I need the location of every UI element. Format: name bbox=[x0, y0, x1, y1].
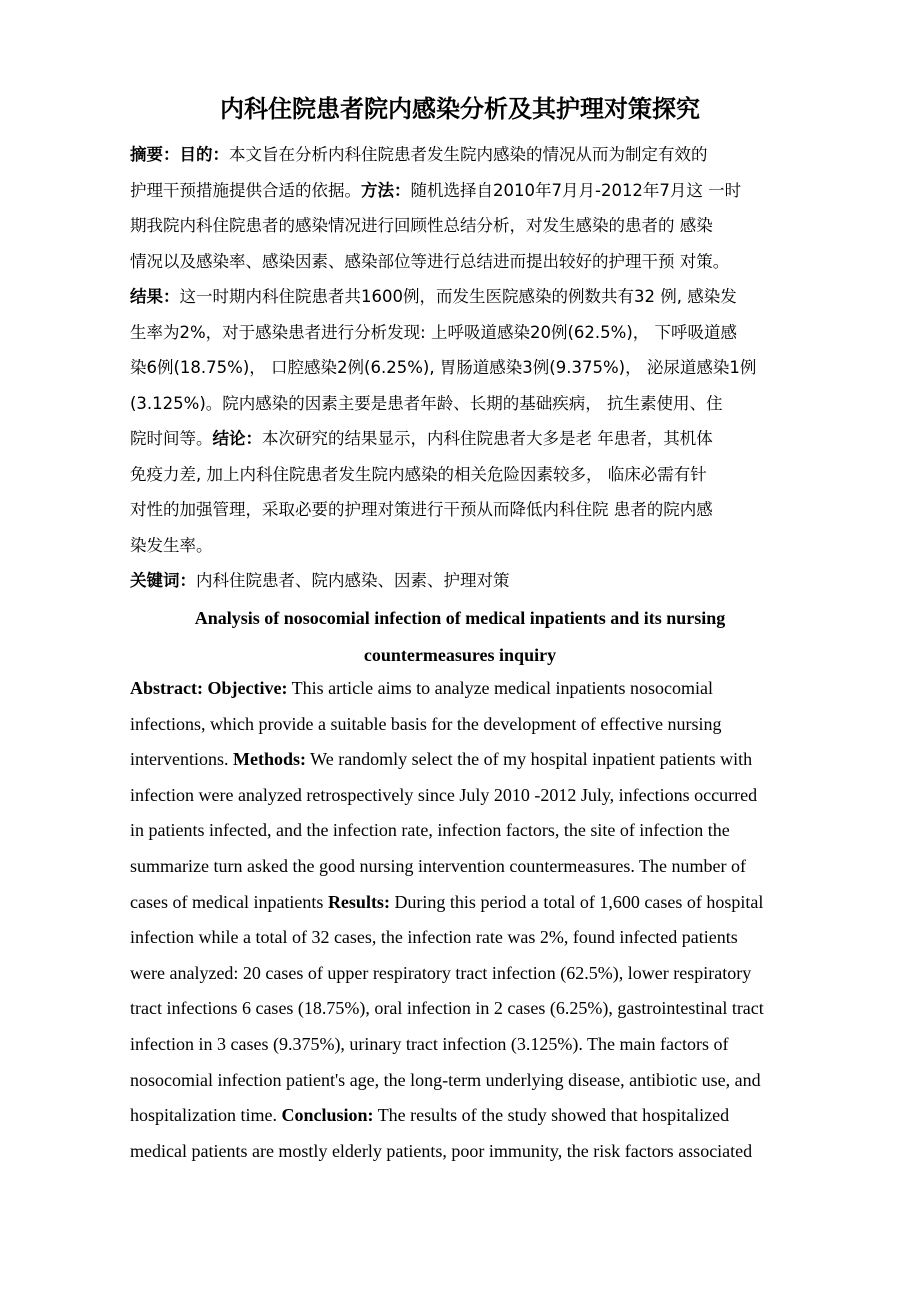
cn-abstract-line: 免疫力差, 加上内科住院患者发生院内感染的相关危险因素较多， 临床必需有针 bbox=[130, 464, 707, 484]
en-abstract-line: infection were analyzed retrospectively since July 2010 -2012 July, infections occurred bbox=[130, 784, 758, 805]
cn-abstract-line: 情况以及感染率、感染因素、感染部位等进行总结进而提出较好的护理干预 对策。 bbox=[130, 251, 730, 271]
en-methods-label: Methods: bbox=[232, 749, 306, 770]
en-abstract-line: tract infections 6 cases (18.75%), oral infection in 2 cases (6.25%), gastrointestinal tract bbox=[130, 998, 764, 1019]
cn-abstract-line: 染6例(18.75%)， 口腔感染2例(6.25%), 胃肠道感染3例(9.375%)， 泌尿道感染1例 bbox=[130, 358, 757, 377]
cn-abstract-line: (3.125%)。院内感染的因素主要是患者年龄、长期的基础疾病， 抗生素使用、住 bbox=[130, 393, 723, 413]
cn-keywords-label: 关键词： bbox=[130, 571, 196, 590]
cn-abstract-objective-label: 摘要：目的： bbox=[130, 145, 229, 164]
cn-abstract-line: 护理干预措施提供合适的依据。方法：随机选择自2010年7月月-2012年7月这 一时 bbox=[130, 180, 742, 200]
en-abstract-line: nosocomial infection patient's age, the long-term underlying disease, antibiotic use, and bbox=[130, 1069, 761, 1090]
cn-abstract-line: 结果：这一时期内科住院患者共1600例，而发生医院感染的例数共有32 例, 感染发 bbox=[130, 287, 737, 306]
cn-abstract-line: 对性的加强管理，采取必要的护理对策进行干预从而降低内科住院 患者的院内感 bbox=[130, 500, 713, 519]
cn-abstract-line: 染发生率。 bbox=[130, 535, 213, 555]
cn-results-label: 结果： bbox=[130, 287, 180, 306]
en-abstract-line: medical patients are mostly elderly patients, poor immunity, the risk factors associated bbox=[130, 1140, 753, 1161]
en-abstract-line: infection in 3 cases (9.375%), urinary tract infection (3.125%). The main factors of bbox=[130, 1034, 729, 1054]
en-abstract-line: infections, which provide a suitable basis for the development of effective nursing bbox=[130, 713, 722, 734]
en-abstract-line: in patients infected, and the infection rate, infection factors, the site of infection the bbox=[130, 820, 730, 841]
cn-keywords bbox=[130, 563, 510, 599]
en-abstract-line: hospitalization time. Conclusion: The results of the study showed that hospitalized bbox=[130, 1105, 730, 1126]
cn-conclusion-label: 结论： bbox=[212, 429, 262, 448]
cn-abstract-line: 生率为2%，对于感染患者进行分析发现: 上呼吸道感染20例(62.5%)， 下呼吸道感 bbox=[130, 322, 738, 342]
en-results-label: Results: bbox=[327, 891, 390, 912]
en-abstract-line: cases of medical inpatients Results: During this period a total of 1,600 cases of hospital bbox=[130, 891, 764, 912]
cn-methods-label: 方法： bbox=[361, 180, 411, 200]
english-title-line: Analysis of nosocomial infection of medical inpatients and its nursing bbox=[194, 608, 726, 628]
english-title-line: countermeasures inquiry bbox=[363, 645, 557, 665]
en-abstract-line: were analyzed: 20 cases of upper respiratory tract infection (62.5%), lower respiratory bbox=[130, 962, 752, 983]
cn-abstract-line: 摘要：目的：本文旨在分析内科住院患者发生院内感染的情况从而为制定有效的 bbox=[130, 145, 708, 164]
en-abstract-line: interventions. Methods: We randomly select the of my hospital inpatient patients with bbox=[130, 749, 753, 770]
en-objective-label: Abstract: Objective: bbox=[130, 678, 288, 698]
en-conclusion-label: Conclusion: bbox=[281, 1105, 374, 1126]
en-abstract-line: summarize turn asked the good nursing intervention countermeasures. The number of bbox=[130, 856, 746, 876]
cn-abstract-line: 期我院内科住院患者的感染情况进行回顾性总结分析，对发生感染的患者的 感染 bbox=[130, 216, 713, 235]
cn-abstract-line: 院时间等。结论：本次研究的结果显示，内科住院患者大多是老 年患者，其机体 bbox=[130, 429, 713, 448]
paper-title: 内科住院患者院内感染分析及其护理对策探究 bbox=[220, 95, 700, 123]
en-abstract-line: infection while a total of 32 cases, the infection rate was 2%, found infected patients bbox=[130, 927, 738, 948]
cn-keywords-text: 内科住院患者、院内感染、因素、护理对策 bbox=[196, 571, 510, 590]
en-abstract-line: Abstract: Objective: This article aims to analyze medical inpatients nosocomial bbox=[130, 678, 713, 698]
